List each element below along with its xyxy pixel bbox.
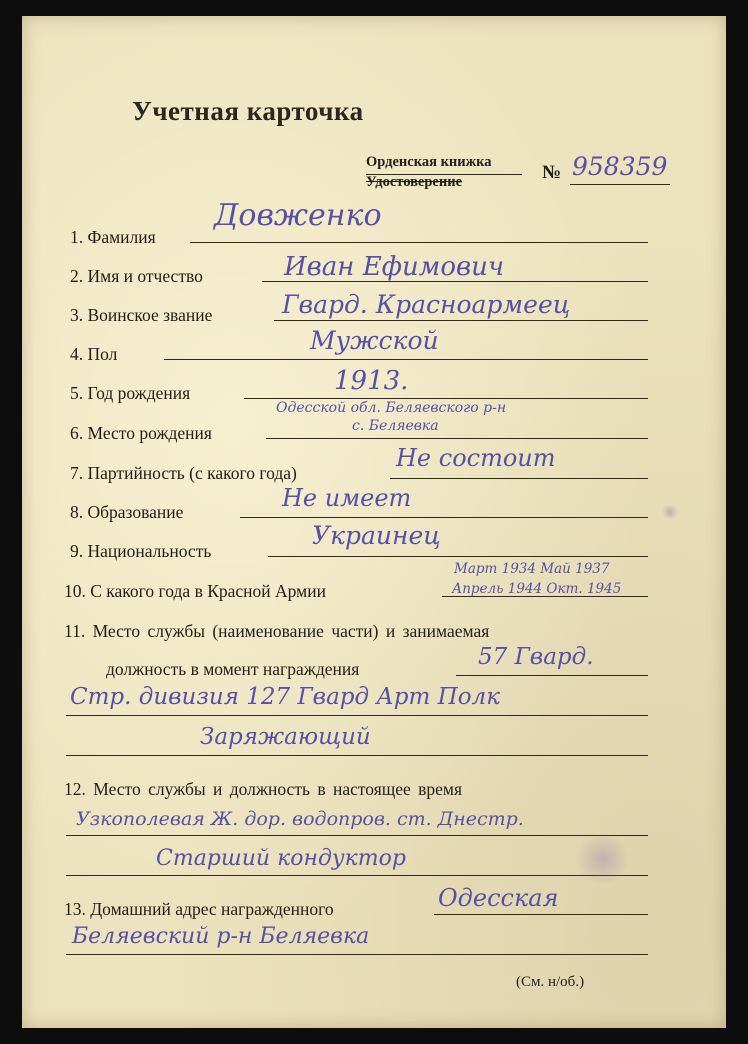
field-birthplace-value-line2: с. Беляевка [352, 418, 439, 434]
field-nationality-label: 9. Национальность [70, 541, 212, 561]
field-current-service-line-1 [66, 835, 648, 836]
field-army-since-value-line1: Март 1934 Май 1937 [454, 561, 610, 577]
field-unit-label-line1: 11. Место службы (наименование части) и занимаемая [64, 621, 490, 641]
field-home-address-value-line2: Беляевский р-н Беляевка [72, 924, 370, 949]
field-name-value: Иван Ефимович [284, 252, 505, 282]
field-nationality-value: Украинец [312, 521, 441, 550]
field-rank-value: Гвард. Красноармеец [282, 290, 571, 319]
card-title: Учетная карточка [132, 96, 364, 126]
field-birth-year-value: 1913. [334, 366, 409, 396]
field-sex-value: Мужской [310, 326, 439, 355]
field-birth-year-label: 5. Год рождения [70, 383, 191, 403]
field-home-address-value-line1: Одесская [438, 884, 559, 912]
field-unit-line-3 [66, 755, 648, 756]
field-unit-value-line1: 57 Гвард. [478, 644, 594, 670]
field-party-line [390, 478, 648, 479]
order-book-label: Орденская книжка [366, 154, 492, 170]
field-party-label: 7. Партийность (с какого года) [70, 463, 297, 483]
field-education-line [240, 517, 648, 518]
number-sign: № [542, 162, 562, 183]
field-surname-value: Довженко [214, 198, 382, 233]
number-underline [570, 184, 670, 185]
field-education-value: Не имеет [282, 484, 412, 512]
field-home-address-label: 13. Домашний адрес награжденного [64, 899, 334, 919]
field-home-address-line-1 [434, 914, 648, 915]
award-record-card [22, 16, 726, 1028]
field-current-service-line-2 [66, 875, 648, 876]
certificate-label-struck: Удостоверение [366, 174, 462, 190]
field-unit-line-2 [66, 715, 648, 716]
see-reverse-note: (См. н/об.) [516, 974, 585, 990]
field-current-service-value-line2: Старший кондуктор [156, 846, 406, 871]
field-unit-value-line3: Заряжающий [200, 724, 371, 750]
ink-blot [662, 504, 678, 520]
field-surname-line [190, 242, 648, 243]
field-rank-line [274, 320, 648, 321]
ink-stain [574, 834, 632, 884]
field-army-since-label: 10. С какого года в Красной Армии [64, 581, 326, 601]
order-book-number: 958359 [572, 152, 668, 181]
field-sex-label: 4. Пол [70, 344, 118, 364]
field-current-service-label: 12. Место службы и должность в настоящее время [64, 779, 463, 799]
field-rank-label: 3. Воинское звание [70, 305, 213, 325]
field-party-value: Не состоит [396, 444, 556, 472]
field-name-label: 2. Имя и отчество [70, 266, 203, 286]
field-army-since-value-line2: Апрель 1944 Окт. 1945 [452, 581, 622, 597]
field-unit-line-1 [456, 675, 648, 676]
field-unit-value-line2: Стр. дивизия 127 Гвард Арт Полк [70, 684, 500, 710]
field-sex-line [164, 359, 648, 360]
field-unit-label-line2: должность в момент награждения [106, 659, 360, 679]
field-birthplace-line [266, 438, 648, 439]
field-home-address-line-2 [66, 954, 648, 955]
field-current-service-value-line1: Узкополевая Ж. дор. водопров. ст. Днестр. [76, 808, 524, 830]
field-birth-year-line [244, 398, 648, 399]
field-birthplace-value-line1: Одесской обл. Беляевского р-н [276, 400, 507, 416]
field-birthplace-label: 6. Место рождения [70, 423, 212, 443]
field-education-label: 8. Образование [70, 502, 184, 522]
field-surname-label: 1. Фамилия [70, 227, 156, 247]
field-nationality-line [268, 556, 648, 557]
